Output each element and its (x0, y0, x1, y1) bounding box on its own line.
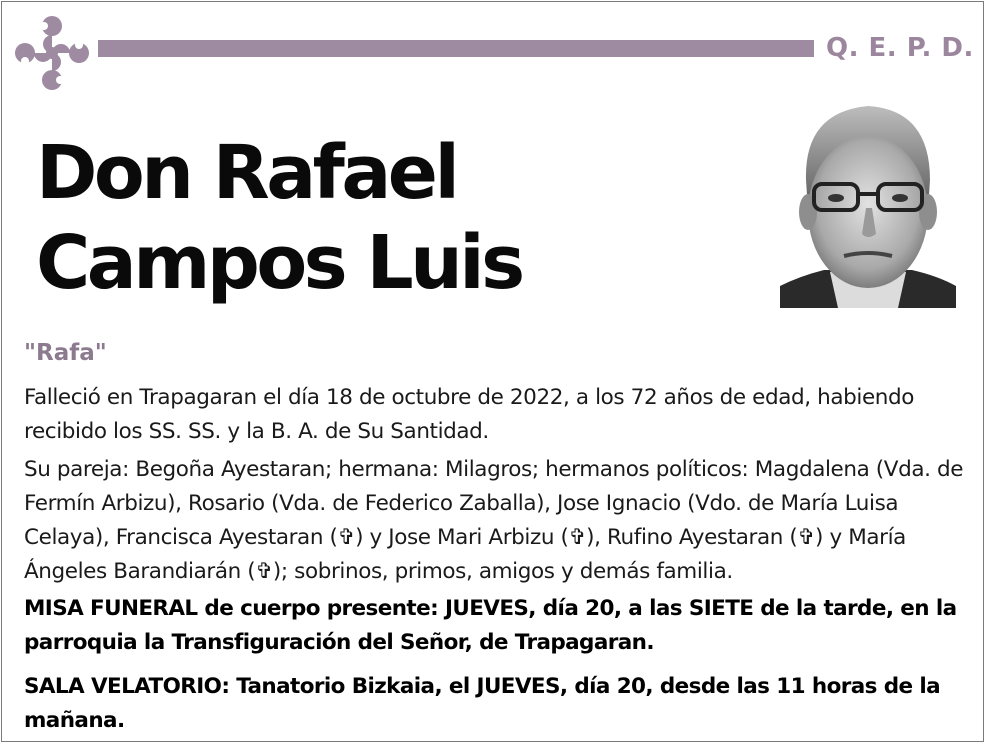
lauburu-icon (10, 11, 94, 95)
header-rule (98, 40, 814, 57)
funeral-paragraph: MISA FUNERAL de cuerpo presente: JUEVES, día 20, a las SIETE de la tarde, en la parroquia la Transfiguración del Señor, de Trapagaran. (24, 596, 957, 655)
portrait-photo (780, 100, 956, 308)
name-line-2: Campos Luis (36, 220, 522, 306)
qepd-label: Q. E. P. D. (826, 33, 974, 63)
family-paragraph: Su pareja: Begoña Ayestaran; hermana: Milagros; hermanos políticos: Magdalena (Vda. de Fermín Arbizu), Rosario (Vda. de Federico Zaballa), Jose Ignacio (Vdo. de María Luisa Celaya), Francisca Ayestaran (✞) y Jose Mari Arbizu (✞), Rufino Ayestaran (✞) y María Ángeles Barandiarán (✞); sobrinos, primos, amigos y demás familia. (24, 457, 964, 584)
death-notice-paragraph: Falleció en Trapagaran el día 18 de octubre de 2022, a los 72 años de edad, habiendo recibido los SS. SS. y la B. A. de Su Santidad. (24, 385, 914, 444)
nickname: "Rafa" (24, 340, 107, 366)
name-line-1: Don Rafael (36, 130, 457, 216)
deceased-name (36, 128, 522, 308)
wake-paragraph: SALA VELATORIO: Tanatorio Bizkaia, el JUEVES, día 20, desde las 11 horas de la mañana. (24, 674, 941, 733)
